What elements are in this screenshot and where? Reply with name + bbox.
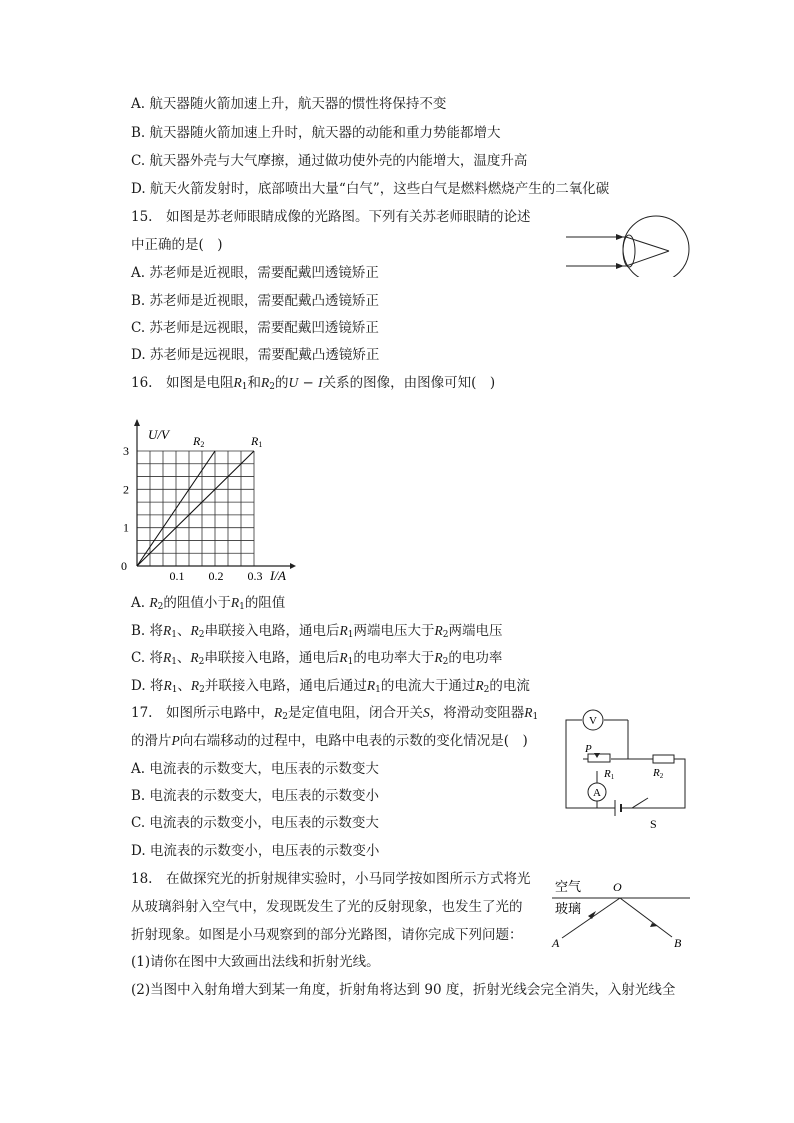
symbol-r: R: [366, 678, 376, 693]
q16-stem-text-1: 16. 如图是电阻: [131, 375, 234, 391]
ray-arrow-bottom: [616, 263, 624, 269]
q16-option-b: [131, 622, 502, 644]
symbol-minus: −: [298, 375, 319, 391]
symbol-i: I: [318, 375, 323, 390]
y-axis-label: U/V: [148, 427, 169, 442]
y-axis-arrow: [134, 419, 140, 426]
subscript-1: 1: [171, 685, 178, 695]
q17-text-2: 是定值电阻，闭合开关: [287, 705, 423, 721]
point-b-label: B: [674, 936, 682, 950]
x-tick-label: 0.2: [208, 569, 224, 583]
q16b-text-5: 两端电压: [448, 623, 503, 639]
q17-stem-line1: [131, 704, 538, 726]
q16c-text-4: 的电功率大于: [353, 650, 435, 666]
q15-option-c: C. 苏老师是远视眼，需要配戴凹透镜矫正: [131, 320, 379, 336]
graph-series: [137, 451, 254, 566]
q16d-text-1: D. 将: [131, 678, 164, 694]
subscript-1: 1: [239, 602, 245, 612]
symbol-r: R: [434, 623, 443, 638]
q16d-text-3: 并联接入电路，通电后通过: [204, 678, 367, 694]
subscript-2: 2: [198, 657, 205, 667]
q16c-text-1: C. 将: [131, 650, 163, 666]
q17-option-c: C. 电流表的示数变小，电压表的示数变大: [131, 815, 379, 831]
q16b-text-2: 、: [177, 623, 191, 639]
series-label-r1: [250, 434, 262, 449]
ray-arrow-top: [616, 234, 624, 240]
q16c-text-3: 串联接入电路，通电后: [204, 650, 340, 666]
series-label-r1-sub: 1: [258, 440, 263, 449]
q17-option-a: A. 电流表的示数变大，电压表的示数变大: [131, 761, 379, 777]
refracted-ray-top: [626, 237, 669, 251]
symbol-r: R: [149, 595, 158, 610]
circuit-wires: [566, 720, 685, 808]
symbol-r: R: [434, 650, 443, 665]
symbol-r: R: [233, 375, 242, 390]
q15-option-b: B. 苏老师是近视眼，需要配戴凸透镜矫正: [131, 293, 380, 309]
resistor-label: [652, 767, 664, 780]
refracted-ray-bottom: [626, 251, 669, 266]
q16b-text-3: 串联接入电路，通电后: [204, 623, 340, 639]
symbol-r: R: [230, 595, 240, 610]
series-label-r2-sub: 2: [200, 440, 205, 449]
subscript-2: 2: [442, 630, 449, 640]
symbol-r: R: [260, 375, 270, 390]
q15-option-d: D. 苏老师是远视眼，需要配戴凸透镜矫正: [131, 347, 380, 363]
q15-stem-line2: 中正确的是( ): [131, 237, 223, 253]
symbol-r: R: [524, 705, 533, 720]
q16b-text-4: 两端电压大于: [353, 623, 435, 639]
point-o-label: O: [613, 880, 622, 894]
x-tick-label: 0.1: [169, 569, 185, 583]
q18-line3: 折射现象。如图是小马观察到的部分光路图，请你完成下列问题：: [131, 927, 523, 943]
subscript-1: 1: [171, 657, 177, 667]
q18-line5: (2)当图中入射角增大到某一角度，折射角将达到 90 度，折射光线会完全消失，入射光线全: [131, 982, 676, 998]
rheostat-label-main: R: [604, 768, 611, 780]
subscript-2: 2: [199, 685, 205, 695]
subscript-1: 1: [347, 657, 354, 667]
subscript-1: 1: [347, 630, 354, 640]
reflected-ray: [620, 898, 672, 937]
q16-stem: [131, 374, 495, 396]
q17-stem-line2: [131, 732, 528, 750]
subscript-2: 2: [157, 602, 164, 612]
q18-line1: 18. 在做探究光的折射规律实验时，小马同学按如图所示方式将光: [131, 871, 531, 887]
symbol-r: R: [273, 705, 283, 720]
symbol-s: S: [422, 705, 430, 720]
symbol-r: R: [475, 678, 484, 693]
x-tick-label: 0.3: [247, 569, 263, 583]
q16-stem-text-2: 和: [247, 375, 261, 391]
q15-stem-line1: 15. 如图是苏老师眼睛成像的光路图。下列有关苏老师眼睛的论述: [131, 209, 531, 225]
subscript-2: 2: [282, 712, 288, 722]
ammeter-label: A: [593, 787, 601, 799]
series-label-r1-main: R: [251, 434, 259, 448]
x-axis-arrow: [290, 563, 296, 569]
q16d-text-5: 的电流: [489, 678, 530, 694]
q15-option-a: A. 苏老师是近视眼，需要配戴凹透镜矫正: [131, 265, 379, 281]
subscript-2: 2: [269, 382, 275, 392]
subscript-1: 1: [375, 685, 381, 695]
q16d-text-2: 、: [177, 678, 191, 694]
rheostat-label: [603, 768, 615, 781]
symbol-r: R: [339, 650, 348, 665]
symbol-u: U: [288, 375, 299, 390]
air-label: 空气: [555, 879, 582, 894]
q16b-text-1: B. 将: [131, 623, 164, 639]
symbol-r: R: [163, 678, 172, 693]
q14-option-b: B. 航天器随火箭加速上升时，航天器的动能和重力势能都增大: [131, 125, 501, 141]
q16-stem-text-4: 关系的图像，由图像可知( ): [322, 375, 496, 391]
q18-line2: 从玻璃斜射入空气中，发现既发生了光的反射现象，也发生了光的: [131, 899, 523, 915]
symbol-r: R: [339, 623, 348, 638]
series-line-r1: [137, 451, 254, 566]
q16c-text-2: 、: [176, 650, 191, 666]
q14-option-c: C. 航天器外壳与大气摩擦，通过做功使外壳的内能增大，温度升高: [131, 153, 528, 169]
symbol-r: R: [162, 650, 172, 665]
q17-option-d: D. 电流表的示数变小，电压表的示数变小: [131, 843, 380, 859]
glass-label: 玻璃: [555, 901, 582, 916]
resistor-r2: [653, 755, 674, 763]
x-axis-label: I/A: [270, 568, 286, 583]
subscript-2: 2: [483, 685, 490, 695]
q16c-text-5: 的电功率: [448, 650, 503, 666]
symbol-r: R: [190, 678, 200, 693]
eye-ray-diagram: [566, 213, 692, 277]
slider-label: P: [585, 743, 592, 755]
q14-option-d: D. 航天火箭发射时，底部喷出大量“白气”，这些白气是燃料燃烧产生的二氧化碳: [131, 181, 610, 197]
q18-line4: (1)请你在图中大致画出法线和折射光线。: [131, 954, 380, 970]
rheostat-r1: [588, 754, 610, 762]
symbol-r: R: [190, 623, 199, 638]
point-a-label: A: [552, 936, 560, 950]
resistor-label-main: R: [653, 767, 660, 779]
q16a-text-3: 的阻值: [244, 595, 286, 611]
switch-label: S: [650, 817, 657, 831]
subscript-1: 1: [171, 630, 177, 640]
q17-text-5: 向右端移动的过程中，电路中电表的示数的变化情况是( ): [179, 733, 528, 749]
q16a-text-2: 的阻值小于: [163, 595, 231, 611]
circuit-diagram: [563, 708, 693, 836]
q16-option-c: [131, 649, 502, 671]
symbol-r: R: [163, 623, 172, 638]
q17-text-4: 的滑片: [131, 733, 172, 749]
q16a-text-1: A.: [131, 595, 150, 611]
symbol-p: P: [171, 733, 180, 748]
q17-text-1: 17. 如图所示电路中，: [131, 705, 274, 721]
origin-label: 0: [121, 559, 127, 573]
rheostat-label-sub: 1: [610, 773, 615, 781]
refraction-diagram: [550, 875, 700, 953]
resistor-label-sub: 2: [659, 772, 664, 780]
series-label-r2: [192, 434, 204, 449]
q16-stem-text-3: 的: [274, 375, 289, 391]
u-i-graph: [118, 418, 308, 588]
y-tick-label: 1: [123, 520, 129, 535]
y-tick-label: 3: [123, 444, 129, 458]
symbol-r: R: [190, 650, 199, 665]
subscript-1: 1: [532, 712, 539, 722]
y-tick-label: 2: [123, 482, 129, 497]
q16-option-a: [131, 594, 285, 616]
series-label-r2-main: R: [193, 434, 201, 448]
q14-option-a: A. 航天器随火箭加速上升，航天器的惯性将保持不变: [131, 96, 447, 112]
subscript-2: 2: [442, 657, 449, 667]
voltmeter-label: V: [589, 715, 597, 727]
subscript-1: 1: [241, 382, 248, 392]
subscript-2: 2: [198, 630, 205, 640]
q17-text-3: ，将滑动变阻器: [429, 705, 525, 721]
q16d-text-4: 的电流大于通过: [380, 678, 476, 694]
q17-option-b: B. 电流表的示数变大，电压表的示数变小: [131, 788, 380, 804]
q16-option-d: [131, 677, 530, 699]
